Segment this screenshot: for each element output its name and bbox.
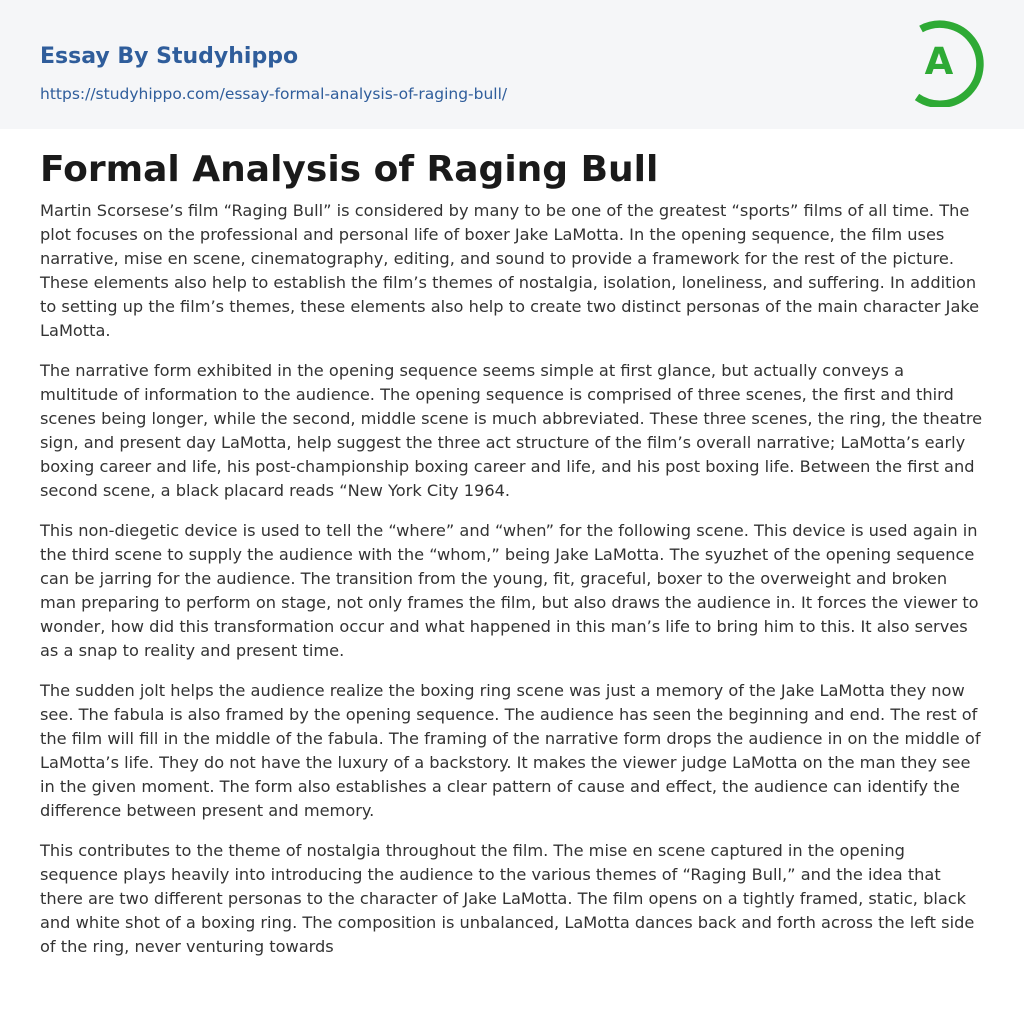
essay-paragraph: Martin Scorsese’s film “Raging Bull” is considered by many to be one of the greatest “sports” films of all time. The plot focuses on the professional and personal life of boxer Jake LaMotta. In the opening sequence, the film uses narrative, mise en scene, cinematography, editing, and sound to provide a framework for the rest of the picture. These elements also help to establish the film’s themes of nostalgia, isolation, loneliness, and suffering. In addition to setting up the film’s themes, these elements also help to create two distinct personas of the main character Jake LaMotta. (40, 201, 980, 340)
page-title: Formal Analysis of Raging Bull (40, 149, 659, 190)
essay-paragraph: The narrative form exhibited in the opening sequence seems simple at first glance, but actually conveys a multitude of information to the audience. The opening sequence is comprised of three scenes, the first and third scenes being longer, while the second, middle scene is much abbreviated. These three scenes, the ring, the theatre sign, and present day LaMotta, help suggest the three act structure of the film’s overall narrative; LaMotta’s early boxing career and life, his post-championship boxing career and life, and his post boxing life. Between the first and second scene, a black placard reads “New York City 1964. (40, 361, 983, 500)
essay-paragraph: This non-diegetic device is used to tell the “where” and “when” for the following scene. This device is used again in the third scene to supply the audience with the “whom,” being Jake LaMotta. The syuzhet of the opening sequence can be jarring for the audience. The transition from the young, fit, graceful, boxer to the overweight and broken man preparing to perform on stage, not only frames the film, but also draws the audience in. It forces the viewer to wonder, how did this transformation occur and what happened in this man’s life to bring him to this. It also serves as a snap to reality and present time. (40, 521, 979, 660)
essay-paragraph: The sudden jolt helps the audience realize the boxing ring scene was just a memory of the Jake LaMotta they now see. The fabula is also framed by the opening sequence. The audience has seen the beginning and end. The rest of the film will fill in the middle of the fabula. The framing of the narrative form drops the audience in on the middle of LaMotta’s life. They do not have the luxury of a backstory. It makes the viewer judge LaMotta on the man they see in the given moment. The form also establishes a clear pattern of cause and effect, the audience can identify the difference between present and memory. (40, 681, 981, 820)
studyhippo-a-logo-icon[interactable] (895, 19, 987, 107)
site-header (0, 0, 1024, 129)
essay-content (0, 129, 1024, 959)
essay-url-link[interactable]: https://studyhippo.com/essay-formal-analysis-of-raging-bull/ (40, 85, 508, 103)
brand-title[interactable]: Essay By Studyhippo (40, 44, 299, 69)
essay-paragraph: This contributes to the theme of nostalgia throughout the film. The mise en scene captured in the opening sequence plays heavily into introducing the audience to the various themes of “Raging Bull,” and the idea that there are two different personas to the character of Jake LaMotta. The film opens on a tightly framed, static, black and white shot of a boxing ring. The composition is unbalanced, LaMotta dances back and forth across the left side of the ring, never venturing towards (40, 841, 975, 956)
logo-letter: A (924, 40, 954, 83)
